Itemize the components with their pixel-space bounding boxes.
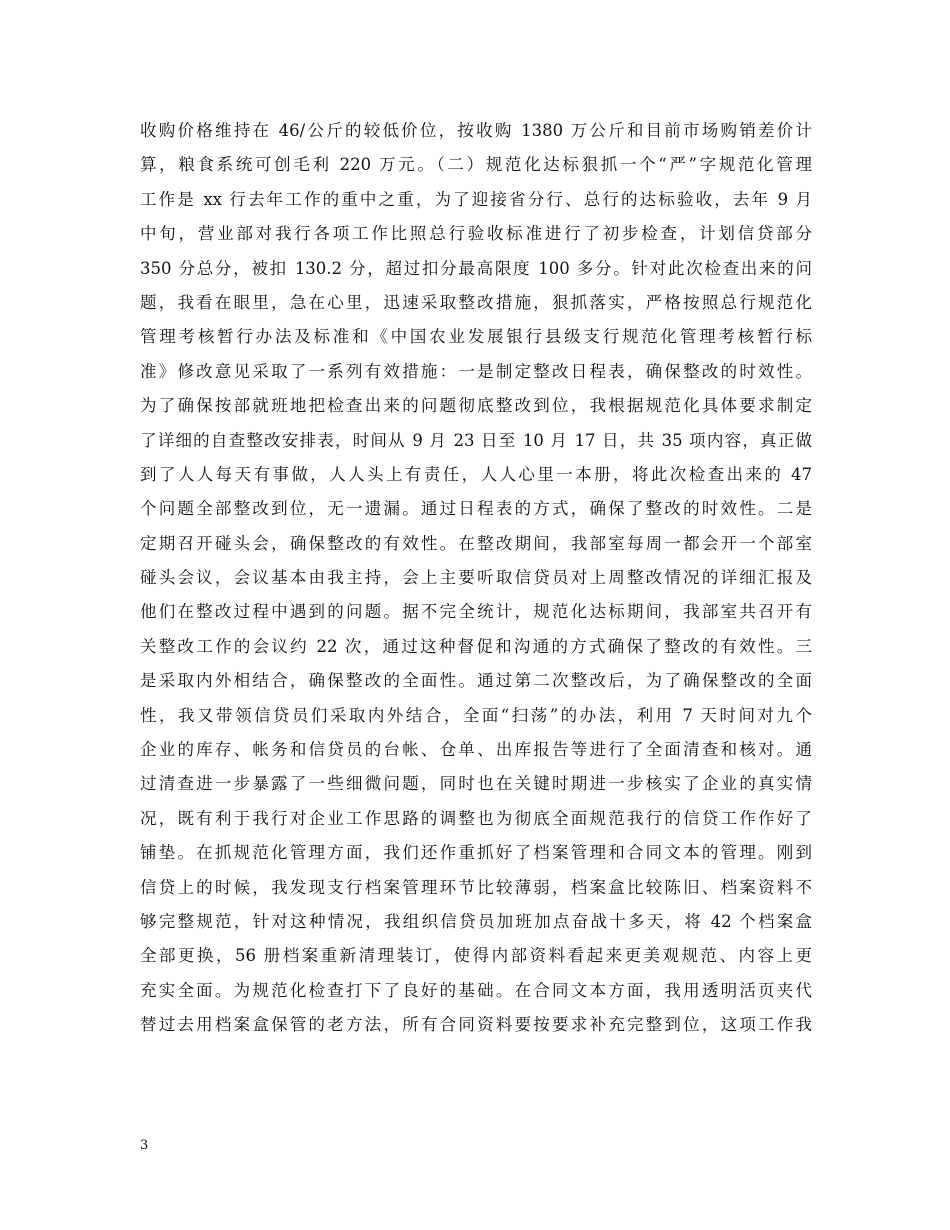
text-line: 关整改工作的会议约 22 次，通过这种督促和沟通的方式确保了整改的有效性。三 [140,636,812,656]
text-line: 过清查进一步暴露了一些细微问题，同时也在关键时期进一步核实了企业的真实情 [140,774,812,794]
text-line: 况，既有利于我行对企业工作思路的调整也为彻底全面规范我行的信贷工作作好了 [140,808,812,828]
text-line: 替过去用档案盒保管的老方法，所有合同资料要按要求补充完整到位，这项工作我 [140,1015,812,1035]
text-line: 全部更换，56 册档案重新清理装订，使得内部资料看起来更美观规范、内容上更 [140,946,812,966]
text-line: 工作是 xx 行去年工作的重中之重，为了迎接省分行、总行的达标验收，去年 9 月 [140,189,812,209]
text-line: 碰头会议，会议基本由我主持，会上主要听取信贷员对上周整改情况的详细汇报及 [140,568,812,588]
text-line: 收购价格维持在 46/公斤的较低价位，按收购 1380 万公斤和目前市场购销差价计 [140,121,812,140]
text-line: 信贷上的时候，我发现支行档案管理环节比较薄弱，档案盒比较陈旧、档案资料不 [140,877,812,897]
text-line: 是采取内外相结合，确保整改的全面性。通过第二次整改后，为了确保整改的全面 [140,671,812,691]
text-line: 为了确保按部就班地把检查出来的问题彻底整改到位，我根据规范化具体要求制定 [140,396,812,416]
page-number: 3 [140,1138,149,1153]
text-line: 性，我又带领信贷员们采取内外结合，全面“扫荡”的办法，利用 7 天时间对九个 [140,705,812,725]
text-line: 到了人人每天有事做，人人头上有责任，人人心里一本册，将此次检查出来的 47 [140,464,812,484]
text-line: 中旬，营业部对我行各项工作比照总行验收标准进行了初步检查，计划信贷部分 [140,224,812,244]
text-line: 了详细的自查整改安排表，时间从 9 月 23 日至 10 月 17 日，共 35 项内容，真正做 [140,430,812,450]
text-line: 他们在整改过程中遇到的问题。据不完全统计，规范化达标期间，我部室共召开有 [140,602,812,622]
text-line: 管理考核暂行办法及标准和《中国农业发展银行县级支行规范化管理考核暂行标 [140,327,812,347]
text-line: 题，我看在眼里，急在心里，迅速采取整改措施，狠抓落实，严格按照总行规范化 [140,292,812,312]
text-line: 定期召开碰头会，确保整改的有效性。在整改期间，我部室每周一都会开一个部室 [140,533,812,553]
text-line: 充实全面。为规范化检查打下了良好的基础。在合同文本方面，我用透明活页夹代 [140,980,812,1000]
text-line: 准》修改意见采取了一系列有效措施：一是制定整改日程表，确保整改的时效性。 [140,361,812,381]
text-line: 算，粮食系统可创毛利 220 万元。（二）规范化达标狠抓一个“严”字规范化管理 [140,155,812,175]
text-line: 够完整规范，针对这种情况，我组织信贷员加班加点奋战十多天，将 42 个档案盒 [140,911,812,931]
text-line: 350 分总分，被扣 130.2 分，超过扣分最高限度 100 多分。针对此次检查出来的问 [140,258,812,278]
text-line: 企业的库存、帐务和信贷员的台帐、仓单、出库报告等进行了全面清查和核对。通 [140,740,812,760]
text-line: 个问题全部整改到位，无一遗漏。通过日程表的方式，确保了整改的时效性。二是 [140,499,812,519]
text-line: 铺垫。在抓规范化管理方面，我们还作重抓好了档案管理和合同文本的管理。刚到 [140,843,812,863]
body-text [140,114,812,1043]
